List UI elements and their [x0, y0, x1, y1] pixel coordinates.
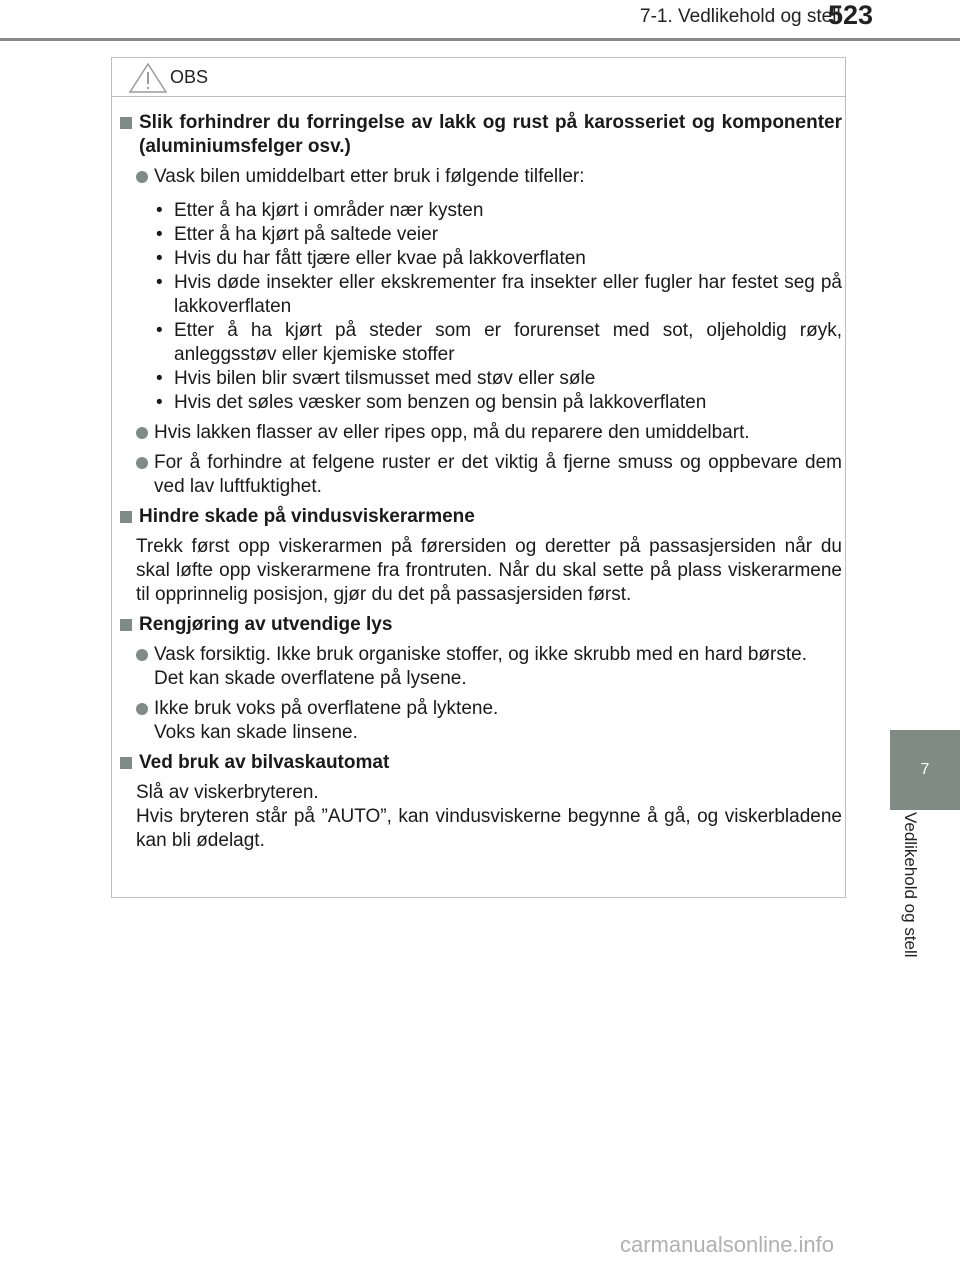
page-number: 523	[828, 0, 874, 30]
list-item: • Hvis bilen blir svært tilsmusset med støv eller søle	[156, 368, 596, 389]
circle-bullet-icon	[136, 457, 148, 469]
bullet-item: Hvis lakken flasser av eller ripes opp, må du reparere den umiddelbart.	[120, 421, 842, 445]
watermark: carmanualsonline.info	[620, 1232, 835, 1257]
circle-bullet-icon	[136, 649, 148, 661]
section-heading: Rengjøring av utvendige lys	[120, 613, 842, 637]
chapter-tab	[890, 730, 960, 810]
section-heading: Slik forhindrer du forringelse av lakk og rust på karosseriet og komponenter (aluminiumsfelger osv.)	[120, 111, 842, 159]
section-paragraph: Trekk først opp viskerarmen på førersiden og deretter på passasjersiden når du skal løfte opp viskerarmene fra frontruten. Når du skal sette på plass viskerarmene til opprinnelig posisjon, gjør du det på passasjersiden først.	[136, 536, 842, 605]
chapter-label-box	[895, 812, 925, 1002]
bullet-item: Vask forsiktig. Ikke bruk organiske stoffer, og ikke skrubb med en hard børste. Det kan skade overflatene på lysene.	[120, 643, 842, 691]
bullet-item: For å forhindre at felgene ruster er det viktig å fjerne smuss og oppbevare dem ved lav luftfuktighet.	[120, 451, 842, 499]
header-rule	[0, 38, 960, 41]
warning-triangle-icon	[128, 62, 168, 94]
section-title: 7-1. Vedlikehold og stell	[640, 6, 841, 27]
list-item: • Etter å ha kjørt på saltede veier	[156, 224, 439, 245]
square-bullet-icon	[120, 117, 132, 129]
bullet-item: Vask bilen umiddelbart etter bruk i følgende tilfeller:	[120, 165, 842, 189]
circle-bullet-icon	[136, 703, 148, 715]
notice-header	[112, 58, 845, 97]
circle-bullet-icon	[136, 427, 148, 439]
sub-list	[120, 199, 842, 415]
section-heading: Hindre skade på vindusviskerarmene	[120, 505, 842, 529]
list-item: • Etter å ha kjørt i områder nær kysten	[156, 200, 484, 221]
bullet-item: Ikke bruk voks på overflatene på lyktene. Voks kan skade linsene.	[120, 697, 842, 745]
chapter-label: Vedlikehold og stell	[901, 812, 920, 958]
section-paragraph: Slå av viskerbryteren. Hvis bryteren står på ”AUTO”, kan vindusviskerne begynne å gå, og viskerbladene kan bli ødelagt.	[136, 782, 842, 851]
square-bullet-icon	[120, 511, 132, 523]
square-bullet-icon	[120, 757, 132, 769]
list-item: • Hvis det søles væsker som benzen og bensin på lakkoverflaten	[156, 392, 707, 413]
chapter-number: 7	[920, 761, 930, 778]
circle-bullet-icon	[136, 171, 148, 183]
list-item: • Hvis døde insekter eller ekskrementer fra insekter eller fugler har festet seg på lakkoverflaten	[156, 272, 842, 317]
square-bullet-icon	[120, 619, 132, 631]
notice-box	[111, 57, 846, 898]
notice-title: OBS	[170, 67, 209, 87]
notice-content	[120, 111, 842, 859]
list-item: • Etter å ha kjørt på steder som er forurenset med sot, oljeholdig røyk, anleggsstøv eller kjemiske stoffer	[156, 320, 842, 365]
list-item: • Hvis du har fått tjære eller kvae på lakkoverflaten	[156, 248, 586, 269]
section-heading: Ved bruk av bilvaskautomat	[120, 751, 842, 775]
